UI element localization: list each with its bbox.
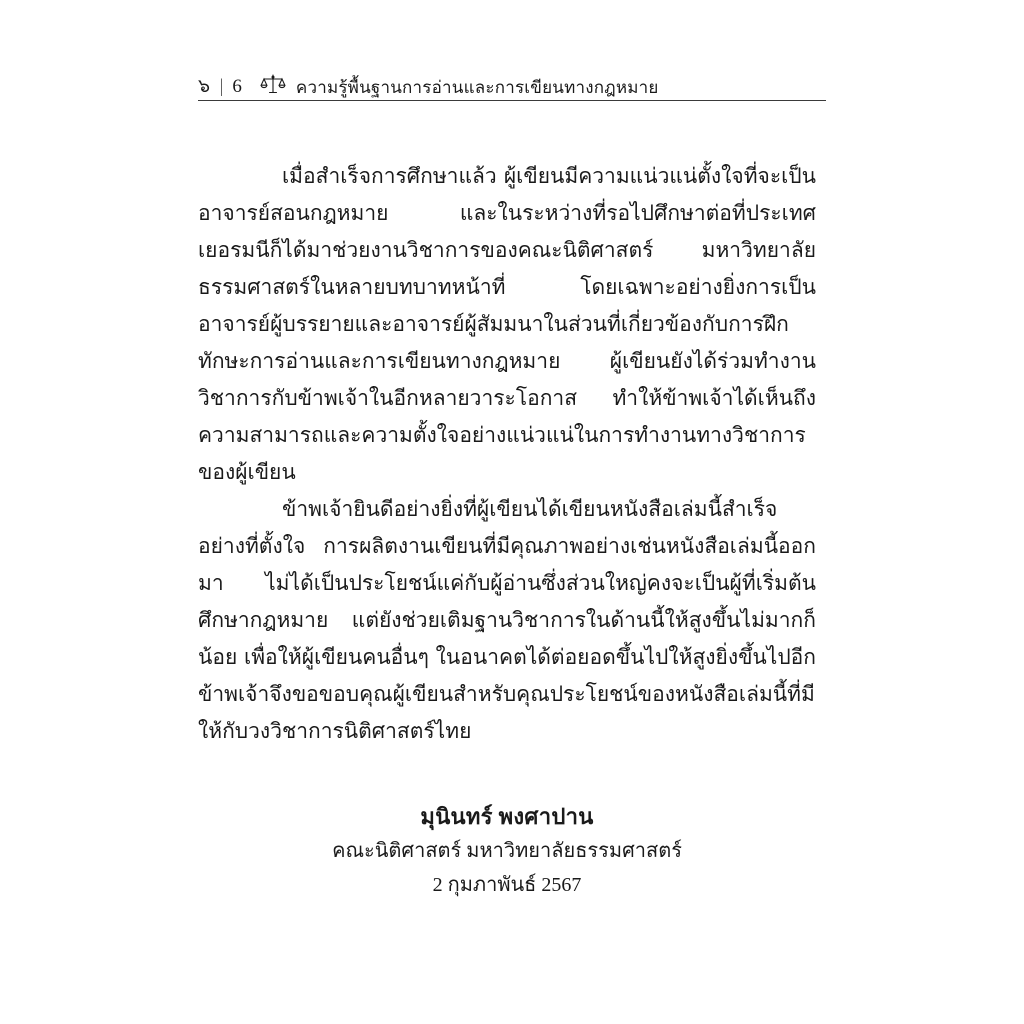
paragraph-2: ข้าพเจ้ายินดีอย่างยิ่งที่ผู้เขียนได้เขียนหนังสือเล่มนี้สำเร็จอย่างที่ตั้งใจ การผลิตงานเขียนที่มีคุณภาพอย่างเช่นหนังสือเล่มนี้ออกมา ไม่ได้เป็นประโยชน์แค่กับผู้อ่านซึ่งส่วนใหญ่คงจะเป็นผู้ที่เริ่มต้นศึกษากฎหมาย แต่ยังช่วยเติมฐานวิชาการในด้านนี้ให้สูงขึ้นไม่มากก็น้อย เพื่อให้ผู้เขียนคนอื่นๆ ในอนาคตได้ต่อยอดขึ้นไปให้สูงยิ่งขึ้นไปอีก ข้าพเจ้าจึงขอขอบคุณผู้เขียนสำหรับคุณประโยชน์ของหนังสือเล่มนี้ที่มีให้กับวงวิชาการนิติศาสตร์ไทย	[198, 497, 816, 743]
page-number-thai: ๖	[198, 76, 211, 97]
paragraph-1: เมื่อสำเร็จการศึกษาแล้ว ผู้เขียนมีความแน่วแน่ตั้งใจที่จะเป็นอาจารย์สอนกฎหมาย และในระหว่างที่รอไปศึกษาต่อที่ประเทศเยอรมนีก็ได้มาช่วยงานวิชาการของคณะนิติศาสตร์ มหาวิทยาลัยธรรมศาสตร์ในหลายบทบาทหน้าที่ โดยเฉพาะอย่างยิ่งการเป็นอาจารย์ผู้บรรยายและอาจารย์ผู้สัมมนาในส่วนที่เกี่ยวข้องกับการฝึกทักษะการอ่านและการเขียนทางกฎหมาย ผู้เขียนยังได้ร่วมทำงานวิชาการกับข้าพเจ้าในอีกหลายวาระโอกาส ทำให้ข้าพเจ้าได้เห็นถึงความสามารถและความตั้งใจอย่างแน่วแน่ในการทำงานทางวิชาการของผู้เขียน	[198, 164, 816, 484]
body-text	[198, 158, 816, 750]
running-head	[198, 62, 826, 101]
running-head-title: ความรู้พื้นฐานการอ่านและการเขียนทางกฎหมาย	[295, 78, 659, 97]
signature-name: มุนินทร์ พงศาปาน	[420, 804, 594, 829]
signature-affiliation: คณะนิติศาสตร์ มหาวิทยาลัยธรรมศาสตร์	[332, 840, 682, 862]
signature-block	[198, 800, 816, 902]
page-number-arabic: 6	[232, 76, 242, 97]
scales-of-justice-icon	[260, 72, 286, 96]
signature-date: 2 กุมภาพันธ์ 2567	[432, 874, 582, 896]
folio-separator: |	[219, 76, 224, 97]
